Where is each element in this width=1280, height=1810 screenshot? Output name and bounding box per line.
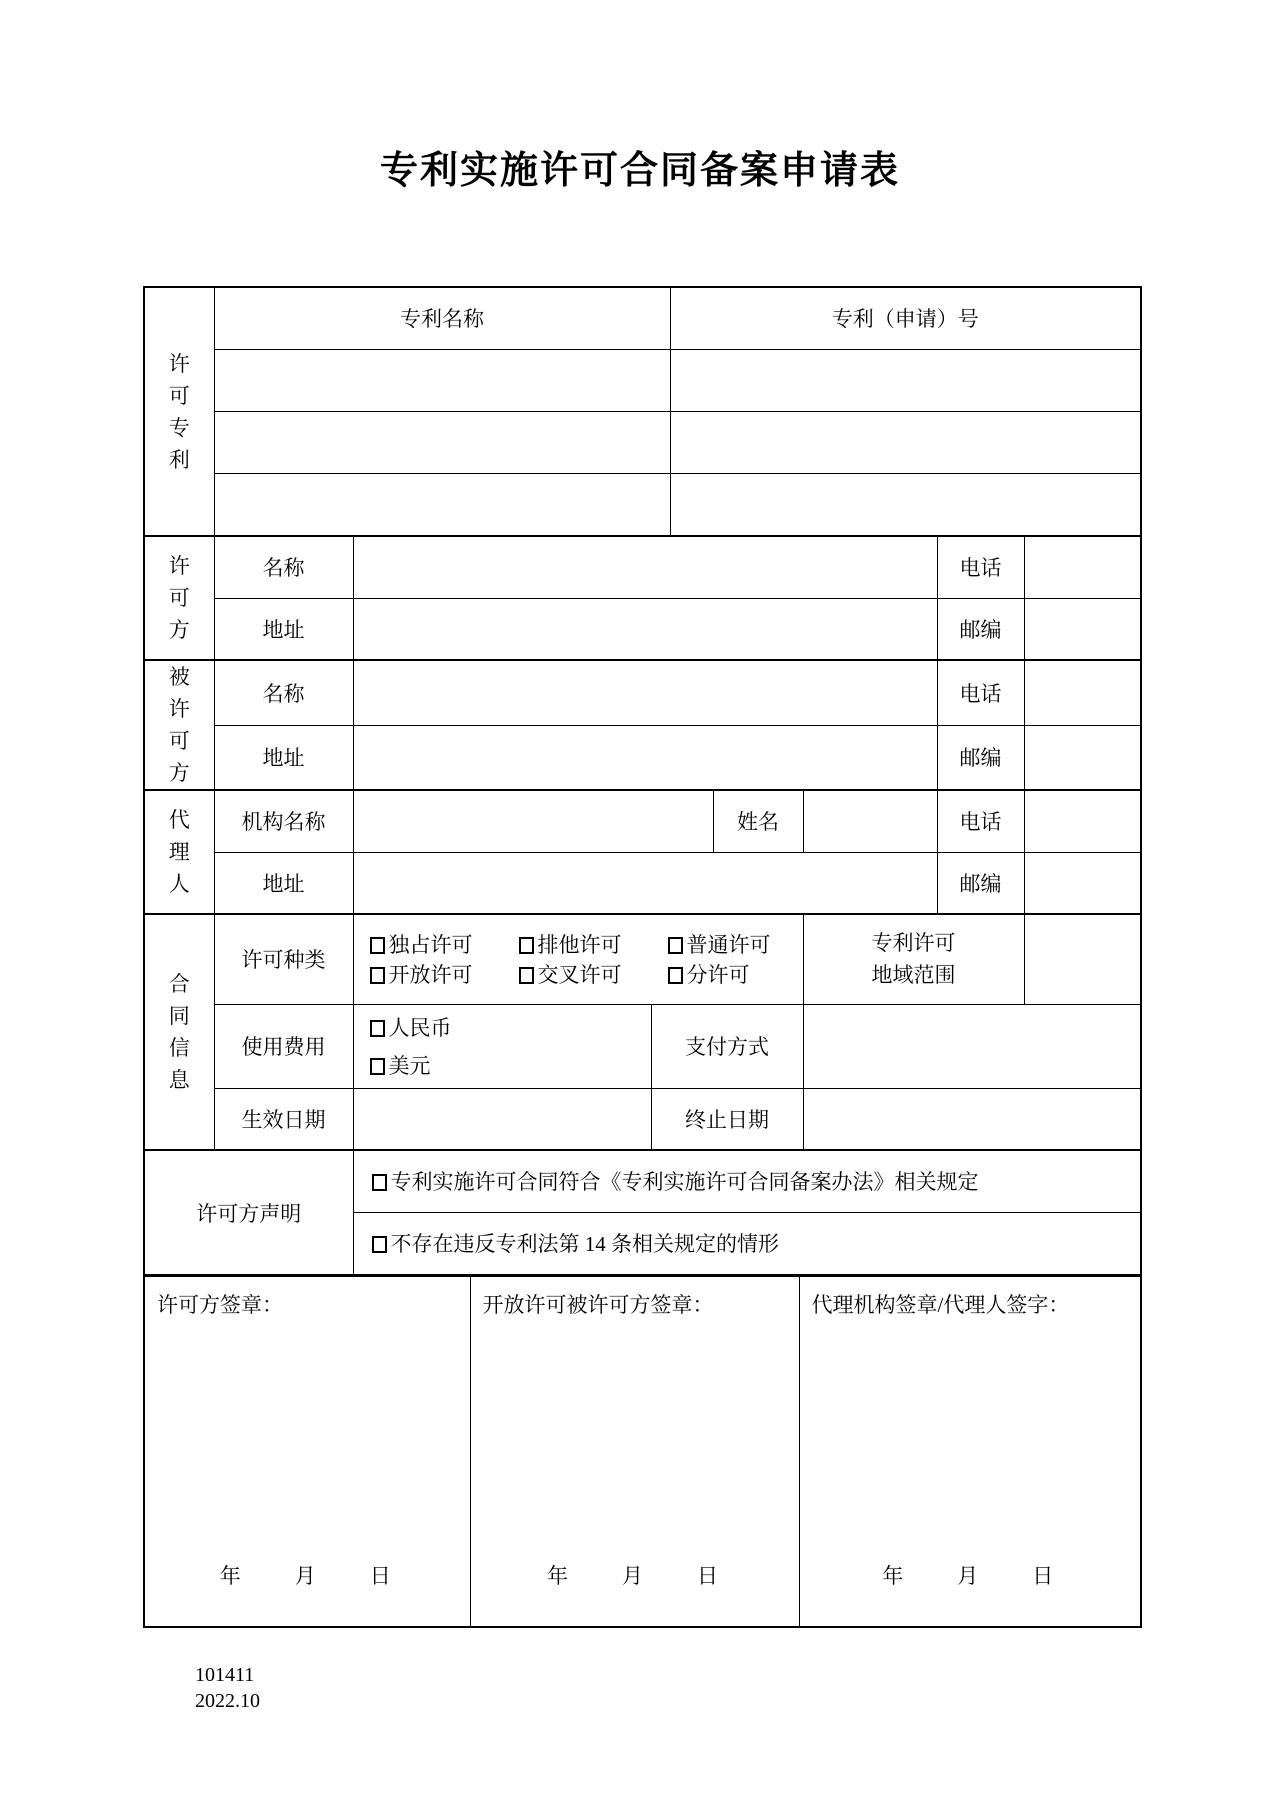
checkbox-option-rmb[interactable] [370, 1012, 452, 1042]
agent-address-field[interactable] [353, 852, 937, 914]
license-type-options [353, 914, 803, 1004]
agent-person-field[interactable] [803, 790, 937, 852]
agent-signature-date[interactable]: 年 月 日 [882, 1563, 1058, 1588]
form-code: 101411 [195, 1663, 255, 1686]
section-agent [144, 790, 214, 914]
license-type-label: 许可种类 [214, 914, 353, 1004]
territory-label [803, 914, 1024, 1004]
agent-org-label: 机构名称 [214, 790, 353, 852]
licensee-phone-label: 电话 [937, 660, 1024, 725]
checkbox-option-sub[interactable] [668, 959, 750, 989]
declaration-item-1 [353, 1150, 1141, 1212]
agent-org-field[interactable] [353, 790, 713, 852]
patent-name-field-2[interactable] [214, 411, 670, 473]
patent-name-header: 专利名称 [214, 287, 670, 349]
territory-label-line2: 地域范围 [871, 963, 956, 988]
agent-postcode-label: 邮编 [937, 852, 1024, 914]
licensor-signature-cell[interactable] [144, 1277, 470, 1627]
licensor-name-field[interactable] [353, 536, 937, 598]
checkbox-icon[interactable] [519, 967, 534, 984]
patent-number-field-1[interactable] [670, 349, 1141, 411]
licensee-address-field[interactable] [353, 725, 937, 790]
option-label: 人民币 [388, 1016, 452, 1040]
licensor-name-label: 名称 [214, 536, 353, 598]
checkbox-icon[interactable] [668, 937, 683, 954]
section-label-agent: 代理人 [168, 808, 190, 896]
checkbox-option-usd[interactable] [370, 1050, 431, 1080]
agent-phone-label: 电话 [937, 790, 1024, 852]
checkbox-icon[interactable] [370, 1020, 385, 1037]
fee-options [353, 1004, 651, 1088]
option-label: 普通许可 [686, 933, 771, 958]
section-licensed-patent [144, 287, 214, 536]
patent-number-header: 专利（申请）号 [670, 287, 1141, 349]
patent-name-field-3[interactable] [214, 473, 670, 536]
checkbox-icon[interactable] [519, 937, 534, 954]
section-label-licensed-patent: 许可专利 [168, 351, 190, 472]
checkbox-option-sole[interactable] [519, 929, 622, 959]
section-licensee [144, 660, 214, 790]
declaration-text-1: 专利实施许可合同符合《专利实施许可合同备案办法》相关规定 [390, 1170, 979, 1195]
checkbox-icon[interactable] [370, 1058, 385, 1075]
territory-label-line1: 专利许可 [871, 931, 956, 956]
licensee-name-label: 名称 [214, 660, 353, 725]
payment-method-field[interactable] [803, 1004, 1141, 1088]
declaration-label: 许可方声明 [144, 1150, 353, 1275]
licensor-address-label: 地址 [214, 598, 353, 660]
option-label: 排他许可 [537, 933, 622, 958]
licensor-phone-field[interactable] [1024, 536, 1141, 598]
patent-name-field-1[interactable] [214, 349, 670, 411]
licensor-postcode-field[interactable] [1024, 598, 1141, 660]
agent-signature-cell[interactable] [799, 1277, 1141, 1627]
patent-number-field-2[interactable] [670, 411, 1141, 473]
checkbox-icon[interactable] [668, 967, 683, 984]
declaration-text-2: 不存在违反专利法第 14 条相关规定的情形 [390, 1232, 779, 1257]
agent-address-label: 地址 [214, 852, 353, 914]
form-version: 2022.10 [195, 1689, 260, 1712]
termination-date-field[interactable] [803, 1088, 1141, 1150]
section-contract-info [144, 914, 214, 1150]
checkbox-option-open[interactable] [370, 959, 473, 989]
termination-date-label: 终止日期 [651, 1088, 803, 1150]
open-licensee-signature-cell[interactable] [470, 1277, 799, 1627]
section-label-licensee: 被许可方 [168, 665, 190, 785]
licensor-address-field[interactable] [353, 598, 937, 660]
licensee-postcode-label: 邮编 [937, 725, 1024, 790]
licensee-phone-field[interactable] [1024, 660, 1141, 725]
section-label-licensor: 许可方 [168, 554, 190, 642]
open-licensee-signature-date[interactable]: 年 月 日 [547, 1563, 722, 1588]
checkbox-declaration-1[interactable] [372, 1170, 979, 1194]
section-label-contract-info: 合同信息 [168, 972, 190, 1092]
checkbox-declaration-2[interactable] [372, 1232, 780, 1256]
licensor-signature-date[interactable]: 年 月 日 [219, 1563, 395, 1588]
checkbox-option-cross[interactable] [519, 959, 622, 989]
licensor-postcode-label: 邮编 [937, 598, 1024, 660]
option-label: 美元 [388, 1054, 431, 1078]
option-label: 交叉许可 [537, 963, 622, 988]
option-label: 分许可 [686, 963, 750, 988]
signature-table [143, 1276, 1142, 1628]
fee-label: 使用费用 [214, 1004, 353, 1088]
checkbox-icon[interactable] [372, 1174, 387, 1191]
licensee-address-label: 地址 [214, 725, 353, 790]
territory-field[interactable] [1024, 914, 1141, 1004]
agent-signature-label: 代理机构签章/代理人签字： [811, 1293, 1070, 1317]
payment-method-label: 支付方式 [651, 1004, 803, 1088]
checkbox-icon[interactable] [370, 967, 385, 984]
open-licensee-signature-label: 开放许可被许可方签章： [482, 1293, 714, 1317]
checkbox-option-common[interactable] [668, 929, 771, 959]
agent-phone-field[interactable] [1024, 790, 1141, 852]
effective-date-field[interactable] [353, 1088, 651, 1150]
licensor-signature-label: 许可方签章： [157, 1293, 283, 1317]
application-form [143, 286, 1140, 1628]
page-title: 专利实施许可合同备案申请表 [379, 150, 900, 192]
main-form-table [143, 286, 1142, 1276]
form-footer [195, 1662, 1280, 1715]
agent-postcode-field[interactable] [1024, 852, 1141, 914]
checkbox-option-exclusive[interactable] [370, 929, 473, 959]
option-label: 开放许可 [388, 963, 473, 988]
licensee-name-field[interactable] [353, 660, 937, 725]
checkbox-icon[interactable] [372, 1236, 387, 1253]
checkbox-icon[interactable] [370, 937, 385, 954]
licensee-postcode-field[interactable] [1024, 725, 1141, 790]
declaration-item-2 [353, 1212, 1141, 1275]
licensor-phone-label: 电话 [937, 536, 1024, 598]
section-licensor [144, 536, 214, 660]
agent-person-label: 姓名 [713, 790, 803, 852]
effective-date-label: 生效日期 [214, 1088, 353, 1150]
option-label: 独占许可 [388, 933, 473, 958]
patent-number-field-3[interactable] [670, 473, 1141, 536]
